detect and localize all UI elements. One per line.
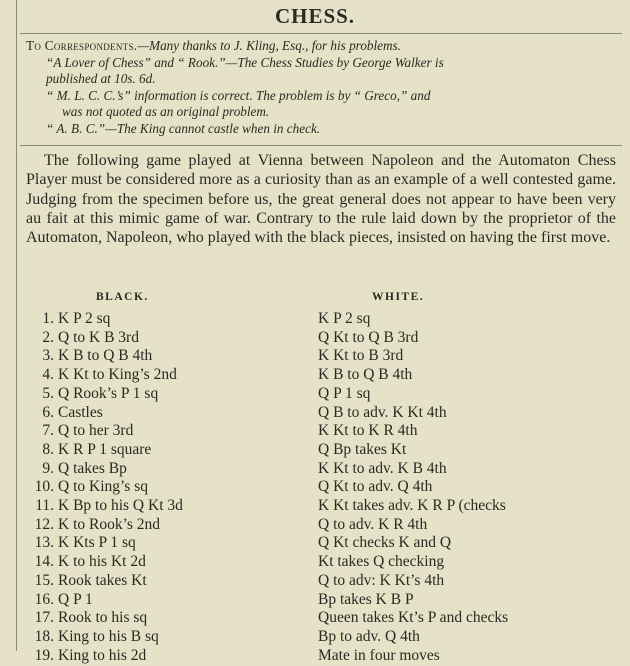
- move-number: 15.: [34, 571, 54, 589]
- move-number: 13.: [34, 534, 54, 552]
- move-number: 1.: [42, 310, 54, 327]
- black-move: Q to K B 3rd: [58, 328, 139, 346]
- move-row: [0, 385, 630, 404]
- white-move: Q Bp takes Kt: [318, 440, 407, 458]
- move-number: 14.: [34, 553, 54, 571]
- black-column-header: BLACK.: [96, 291, 149, 303]
- move-row: [0, 404, 630, 423]
- move-row: [0, 441, 630, 460]
- intro-paragraph: The following game played at Vienna between Napoleon and the Automaton Chess Player must be considered more as a curiosity than as an example of a well contested game. Judging from the specimen before us, the great general does not appear to have been very au fait at this mimic game of war. Contrary to the rule laid down by the proprietor of the Automaton, Napoleon, who played with the black pieces, insisted on having the first move.: [26, 152, 616, 247]
- move-number: 12.: [34, 515, 54, 533]
- white-move: Queen takes Kt’s P and checks: [318, 609, 509, 627]
- move-row: [0, 347, 630, 366]
- title-divider: [20, 33, 622, 34]
- white-move: K Kt to adv. K B 4th: [318, 459, 447, 477]
- black-move: K Kts P 1 sq: [58, 534, 136, 552]
- black-move: Q Rook’s P 1 sq: [58, 384, 159, 402]
- correspondents-line-2: “A Lover of Chess” and “ Rook.”—The Chess Studies by George Walker is: [46, 54, 444, 70]
- black-move: King to his 2d: [58, 646, 147, 664]
- move-number: 9.: [42, 459, 54, 477]
- move-row: [0, 534, 630, 553]
- correspondents-line-5: was not quoted as an original problem.: [62, 104, 270, 119]
- white-move: Q to adv. K R 4th: [318, 515, 428, 533]
- move-row: [0, 591, 630, 610]
- move-number: 10.: [34, 478, 54, 496]
- move-row: [0, 609, 630, 628]
- white-move: Q to adv: K Kt’s 4th: [318, 571, 445, 589]
- move-row: [0, 516, 630, 535]
- move-row: [0, 460, 630, 479]
- move-row: [0, 572, 630, 591]
- move-row: [0, 553, 630, 572]
- move-row: [0, 422, 630, 441]
- move-number: 3.: [42, 347, 54, 365]
- correspondents-line-1: To Correspondents.—Many thanks to J. Kling, Esq., for his problems.: [26, 38, 401, 53]
- page-title: CHESS.: [274, 4, 356, 28]
- black-move: K to Rook’s 2nd: [58, 515, 161, 533]
- move-row: [0, 478, 630, 497]
- move-number: 18.: [34, 627, 54, 645]
- black-move: K to his Kt 2d: [58, 553, 146, 571]
- notice-divider: [20, 145, 622, 146]
- correspondents-notice: [26, 38, 616, 137]
- black-move: K B to Q B 4th: [58, 347, 153, 365]
- black-move: Q takes Bp: [58, 459, 127, 477]
- white-move: K P 2 sq: [318, 310, 371, 327]
- black-move: King to his B sq: [58, 627, 159, 645]
- white-move: Q P 1 sq: [318, 384, 371, 402]
- move-row: [0, 329, 630, 348]
- white-move: Bp to adv. Q 4th: [318, 627, 420, 645]
- correspondents-lead: To Correspondents.: [26, 38, 138, 53]
- black-move: Rook takes Kt: [58, 571, 147, 589]
- white-move: Q Kt checks K and Q: [318, 534, 452, 552]
- white-column-header: WHITE.: [372, 291, 425, 303]
- black-move: K Kt to King’s 2nd: [58, 366, 177, 384]
- correspondents-line-6: “ A. B. C.”—The King cannot castle when in check.: [46, 120, 321, 136]
- white-move: Q B to adv. K Kt 4th: [318, 403, 447, 421]
- white-move: K Kt takes adv. K R P (checks: [318, 497, 506, 514]
- move-row: [0, 647, 630, 666]
- move-number: 7.: [42, 422, 54, 440]
- move-row: [0, 628, 630, 647]
- black-move: K Bp to his Q Kt 3d: [58, 497, 183, 514]
- correspondents-line-3: published at 10s. 6d.: [46, 71, 156, 86]
- move-number: 2.: [42, 328, 54, 346]
- white-move: Mate in four moves: [318, 646, 440, 664]
- white-move: K Kt to B 3rd: [318, 347, 404, 365]
- black-move: K R P 1 square: [58, 440, 152, 458]
- black-move: Rook to his sq: [58, 609, 148, 627]
- move-row: [0, 497, 630, 516]
- white-move: Bp takes K B P: [318, 590, 414, 608]
- correspondents-line-4: “ M. L. C. C.’s” information is correct. The problem is by “ Greco,” and: [46, 87, 431, 103]
- move-number: 5.: [42, 384, 54, 402]
- move-number: 19.: [34, 646, 54, 664]
- move-number: 4.: [42, 366, 54, 384]
- white-move: Q Kt to adv. Q 4th: [318, 478, 433, 496]
- black-move: Q to her 3rd: [58, 422, 134, 440]
- white-move: Kt takes Q checking: [318, 553, 445, 571]
- move-number: 8.: [42, 440, 54, 458]
- move-number: 17.: [34, 609, 54, 627]
- black-move: Q to King’s sq: [58, 478, 148, 496]
- black-move: Q P 1: [58, 590, 93, 608]
- white-move: K Kt to K R 4th: [318, 422, 418, 440]
- white-move: K B to Q B 4th: [318, 366, 413, 384]
- move-number: 16.: [34, 590, 54, 608]
- black-move: Castles: [58, 403, 103, 421]
- black-move: K P 2 sq: [58, 310, 111, 327]
- move-row: [0, 310, 630, 329]
- white-move: Q Kt to Q B 3rd: [318, 328, 419, 346]
- move-number: 6.: [42, 403, 54, 421]
- move-number: 11.: [35, 497, 54, 514]
- move-row: [0, 366, 630, 385]
